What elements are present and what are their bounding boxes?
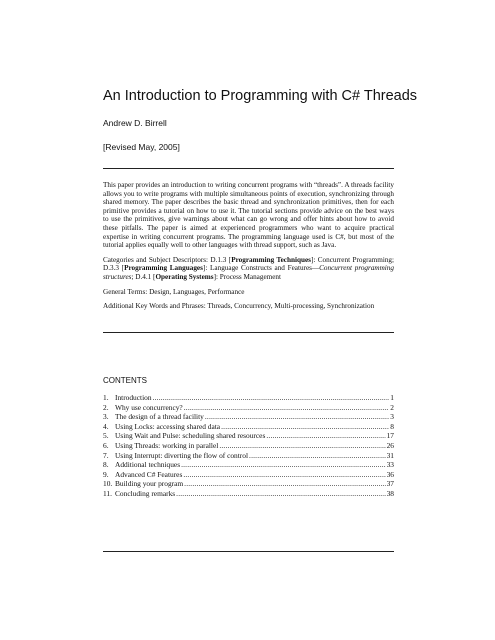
toc-entry[interactable] (103, 422, 394, 432)
toc-entry-number: 11. (103, 488, 112, 498)
toc-entry-page: 36 (386, 469, 394, 479)
categories-term-programming-techniques: Programming Techniques (231, 255, 311, 264)
categories-mid-1: ]: Concurrent Programming; D.3.3 [ (103, 255, 395, 273)
abstract-section (103, 181, 394, 317)
author-name: Andrew D. Birrell (103, 118, 167, 128)
categories-lead: Categories and Subject Descriptors: D.1.3 [ (103, 255, 232, 264)
categories-paragraph (103, 256, 394, 282)
bottom-divider (103, 551, 394, 552)
categories-tail: ]: Process Management (213, 272, 282, 281)
toc-entry-number: 4. (103, 421, 109, 431)
toc-entry-number: 2. (103, 402, 109, 412)
toc-leader-dots (181, 460, 386, 470)
toc-entry-page: 26 (386, 440, 394, 450)
toc-entry[interactable] (103, 460, 394, 470)
toc-entry[interactable] (103, 441, 394, 451)
toc-leader-dots (249, 451, 386, 461)
toc-entry[interactable] (103, 412, 394, 422)
toc-entry-title: Additional techniques (115, 460, 181, 470)
contents-heading: CONTENTS (103, 376, 147, 385)
toc-entry-title: Using Wait and Pulse: scheduling shared resources (115, 431, 266, 441)
keywords-paragraph: Additional Key Words and Phrases: Threads, Concurrency, Multi-processing, Synchronization (103, 302, 375, 311)
toc-entry-number: 10. (103, 479, 113, 489)
categories-mid-3: ; D.4.1 [ (131, 272, 156, 281)
toc-entry[interactable] (103, 451, 394, 461)
toc-leader-dots (183, 470, 385, 480)
table-of-contents (103, 393, 394, 499)
toc-entry-page: 1 (390, 393, 394, 402)
toc-entry-title: Using Interrupt: diverting the flow of control (115, 450, 249, 460)
top-divider (103, 168, 394, 169)
abstract-bottom-divider (103, 332, 394, 333)
toc-entry[interactable] (103, 479, 394, 489)
toc-leader-dots (176, 489, 385, 499)
toc-entry[interactable] (103, 403, 394, 413)
toc-entry-number: 7. (103, 450, 109, 460)
toc-entry-title: Using Threads: working in parallel (115, 440, 219, 450)
toc-entry-title: Advanced C# Features (115, 469, 183, 479)
toc-entry-title: Why use concurrency? (115, 402, 183, 412)
abstract-paragraph: This paper provides an introduction to writing concurrent programs with “threads”. A threads facility allows you to write programs with multiple simultaneous points of execution, synchronizing through shared memory. The paper describes the basic thread and synchronization primitives, then for each primitive provides a tutorial on how to use it. The tutorial sections provide advice on the best ways to use the primitives, give warnings about what can go wrong and offer hints about how to avoid these pitfalls. The paper is aimed at experienced programmers who want to acquire practical expertise in writing concurrent programs. The programming language used is C#, but most of the tutorial applies equally well to other languages with thread support, such as Java. (103, 181, 394, 250)
toc-entry-number: 6. (103, 440, 109, 450)
toc-leader-dots (219, 441, 385, 451)
categories-mid-2: ]: Language Constructs and Features— (202, 264, 320, 273)
general-terms-paragraph: General Terms: Design, Languages, Performance (103, 287, 245, 296)
categories-term-programming-languages: Programming Languages (124, 264, 203, 273)
toc-leader-dots (221, 422, 389, 432)
toc-entry[interactable] (103, 393, 394, 403)
toc-leader-dots (266, 431, 385, 441)
toc-leader-dots (205, 412, 389, 422)
toc-entry-title: Building your program (115, 479, 184, 489)
toc-leader-dots (184, 403, 390, 413)
categories-italic-structures: Concurrent programming structures (103, 264, 394, 281)
document-title: An Introduction to Programming with C# Threads (103, 88, 418, 104)
revision-note: [Revised May, 2005] (103, 142, 180, 152)
toc-entry-page: 38 (386, 488, 394, 498)
toc-entry-title: Introduction (115, 393, 152, 402)
toc-leader-dots (153, 393, 390, 403)
toc-entry-title: Concluding remarks (115, 488, 176, 498)
toc-entry-page: 31 (386, 450, 394, 460)
toc-entry-page: 33 (386, 460, 394, 470)
toc-entry-page: 17 (386, 431, 394, 441)
toc-entry[interactable] (103, 470, 394, 480)
toc-entry-title: The design of a thread facility (115, 412, 204, 422)
categories-term-operating-systems: Operating Systems (155, 272, 214, 281)
toc-leader-dots (184, 479, 385, 489)
toc-entry-page: 37 (386, 479, 394, 489)
toc-entry-number: 9. (103, 469, 109, 479)
toc-entry-title: Using Locks: accessing shared data (115, 421, 221, 431)
toc-entry[interactable] (103, 431, 394, 441)
toc-entry-page: 3 (390, 412, 394, 422)
toc-entry-page: 2 (390, 402, 394, 412)
toc-entry[interactable] (103, 489, 394, 499)
toc-entry-number: 8. (103, 460, 109, 470)
toc-entry-number: 1. (103, 393, 109, 402)
toc-entry-page: 8 (390, 421, 394, 431)
toc-entry-number: 3. (103, 412, 109, 422)
toc-entry-number: 5. (103, 431, 109, 441)
